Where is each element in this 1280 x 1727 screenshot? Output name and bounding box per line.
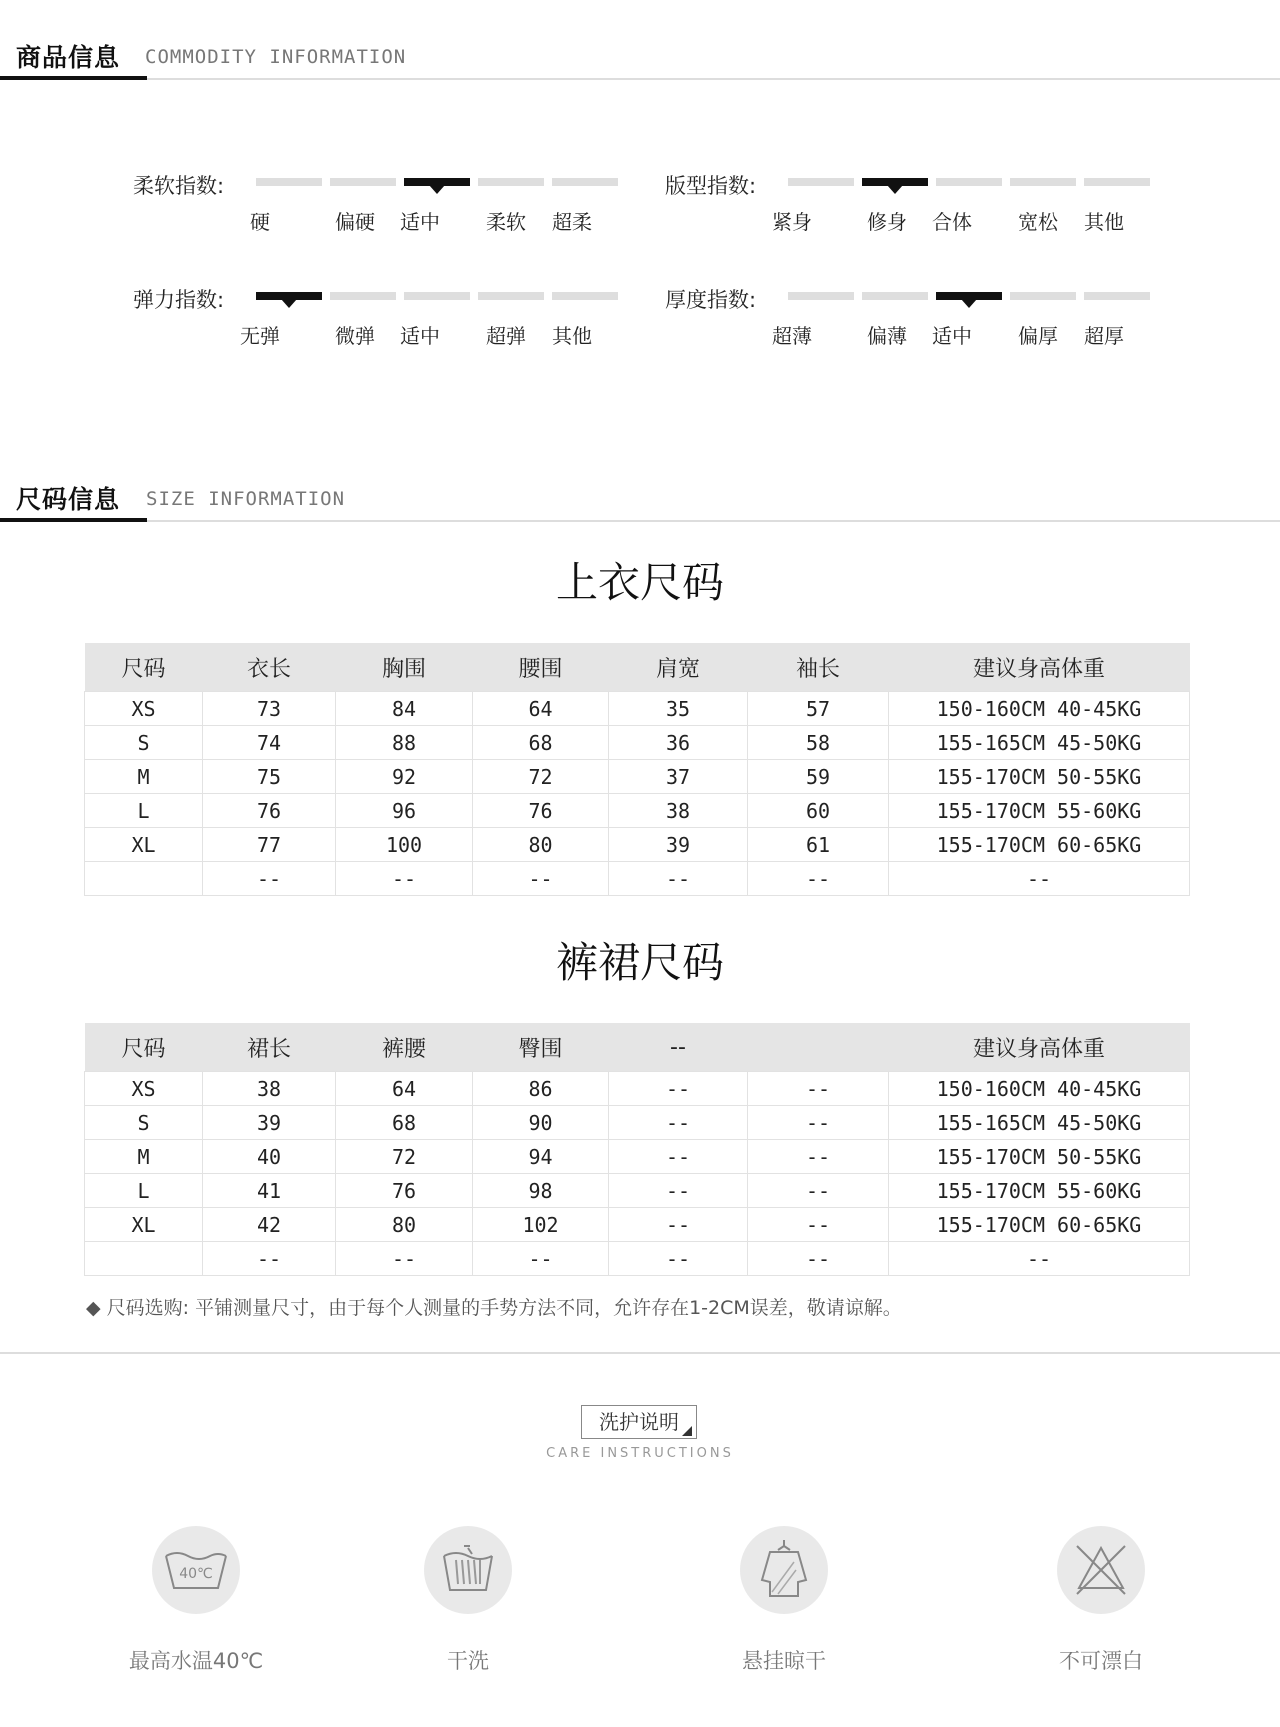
table-cell: 155-170CM 50-55KG — [889, 760, 1190, 794]
table-cell: L — [85, 1174, 203, 1208]
table-cell: 77 — [203, 828, 336, 862]
table-header-cell: 胸围 — [336, 643, 473, 692]
table-cell: -- — [748, 1174, 889, 1208]
bottom-size-title: 裤裙尺码 — [555, 938, 724, 987]
index-segment — [552, 292, 618, 300]
table-row — [85, 794, 1190, 828]
table-cell: 150-160CM 40-45KG — [889, 1072, 1190, 1106]
table-row — [85, 862, 1190, 896]
table-cell: 155-170CM 50-55KG — [889, 1140, 1190, 1174]
index-label: 版型指数: — [665, 174, 757, 198]
table-cell: S — [85, 1106, 203, 1140]
size-note: ◆ 尺码选购: 平铺测量尺寸，由于每个人测量的手势方法不同，允许存在1-2CM误差，敬请谅解。 — [86, 1297, 902, 1319]
dry-clean-icon — [424, 1526, 512, 1614]
table-cell: 39 — [609, 828, 748, 862]
table-cell: -- — [748, 1072, 889, 1106]
table-cell: 39 — [203, 1106, 336, 1140]
table-cell: 94 — [473, 1140, 609, 1174]
table-cell: -- — [609, 1072, 748, 1106]
table-cell: 150-160CM 40-45KG — [889, 692, 1190, 726]
index-segment — [330, 178, 396, 186]
index-option: 适中 — [400, 324, 440, 348]
index-option: 超柔 — [552, 210, 592, 234]
size-section-header — [0, 480, 1280, 520]
table-header-cell: 建议身高体重 — [889, 1023, 1190, 1072]
table-row — [85, 692, 1190, 726]
index-option: 超弹 — [486, 324, 526, 348]
index-segment — [478, 178, 544, 186]
table-row — [85, 1140, 1190, 1174]
table-cell: 155-165CM 45-50KG — [889, 726, 1190, 760]
table-cell: -- — [609, 862, 748, 896]
table-cell: XL — [85, 1208, 203, 1242]
table-cell: 38 — [203, 1072, 336, 1106]
wash-40-icon — [152, 1526, 240, 1614]
index-option: 柔软 — [486, 210, 526, 234]
index-option: 偏薄 — [867, 324, 907, 348]
top-size-title: 上衣尺码 — [555, 558, 724, 607]
table-header-cell: 衣长 — [203, 643, 336, 692]
index-option: 修身 — [867, 210, 907, 234]
index-option: 无弹 — [240, 324, 280, 348]
index-segment — [404, 292, 470, 300]
index-segment — [330, 292, 396, 300]
care-subtitle: CARE INSTRUCTIONS — [546, 1446, 734, 1461]
index-option: 超厚 — [1084, 324, 1124, 348]
table-header-cell: 肩宽 — [609, 643, 748, 692]
table-cell: 41 — [203, 1174, 336, 1208]
top-size-table — [84, 643, 1190, 896]
index-label: 厚度指数: — [665, 288, 757, 312]
table-cell: -- — [336, 862, 473, 896]
no-bleach-icon — [1057, 1526, 1145, 1614]
table-cell: 36 — [609, 726, 748, 760]
table-cell: 80 — [336, 1208, 473, 1242]
table-cell: -- — [203, 1242, 336, 1276]
index-marker-icon — [887, 185, 903, 194]
commodity-title-en: COMMODITY INFORMATION — [145, 46, 407, 68]
table-header-cell: 尺码 — [85, 1023, 203, 1072]
table-row — [85, 726, 1190, 760]
index-option: 其他 — [1084, 210, 1124, 234]
index-segment — [936, 178, 1002, 186]
index-option: 适中 — [400, 210, 440, 234]
index-label: 柔软指数: — [133, 174, 225, 198]
table-header-cell — [748, 1023, 889, 1072]
index-segment — [862, 292, 928, 300]
table-cell: -- — [609, 1174, 748, 1208]
index-option: 硬 — [250, 210, 270, 234]
table-cell: -- — [748, 1208, 889, 1242]
index-segment — [788, 178, 854, 186]
table-cell: -- — [748, 1242, 889, 1276]
index-segment — [1010, 292, 1076, 300]
table-cell: 155-170CM 55-60KG — [889, 794, 1190, 828]
table-cell: -- — [748, 1106, 889, 1140]
table-header-cell: 尺码 — [85, 643, 203, 692]
table-cell: -- — [336, 1242, 473, 1276]
table-cell: 35 — [609, 692, 748, 726]
table-cell: 90 — [473, 1106, 609, 1140]
care-label-dry-clean: 干洗 — [447, 1649, 489, 1673]
table-cell: 88 — [336, 726, 473, 760]
table-cell: 64 — [473, 692, 609, 726]
table-cell: 74 — [203, 726, 336, 760]
table-cell: 102 — [473, 1208, 609, 1242]
table-header-cell: 裤腰 — [336, 1023, 473, 1072]
index-option: 紧身 — [772, 210, 812, 234]
section-accent-bar — [0, 518, 147, 522]
care-label-hang-dry: 悬挂晾干 — [742, 1649, 826, 1673]
table-cell: XS — [85, 1072, 203, 1106]
table-row — [85, 1072, 1190, 1106]
index-marker-icon — [281, 299, 297, 308]
index-segment — [1010, 178, 1076, 186]
table-cell: 92 — [336, 760, 473, 794]
table-cell: 84 — [336, 692, 473, 726]
index-option: 偏厚 — [1018, 324, 1058, 348]
care-title-corner — [682, 1426, 692, 1436]
table-row — [85, 1242, 1190, 1276]
table-cell: 60 — [748, 794, 889, 828]
table-header-cell: 腰围 — [473, 643, 609, 692]
table-header-cell: 裙长 — [203, 1023, 336, 1072]
table-cell: 80 — [473, 828, 609, 862]
index-marker-icon — [429, 185, 445, 194]
table-cell: 40 — [203, 1140, 336, 1174]
index-option: 偏硬 — [335, 210, 375, 234]
commodity-section-header — [0, 38, 1280, 78]
table-header-cell: 袖长 — [748, 643, 889, 692]
care-label-wash: 最高水温40℃ — [128, 1649, 264, 1673]
table-cell: M — [85, 760, 203, 794]
section-divider — [0, 78, 1280, 80]
table-cell: 59 — [748, 760, 889, 794]
index-option: 合体 — [932, 210, 972, 234]
table-cell: 61 — [748, 828, 889, 862]
section-divider — [0, 1352, 1280, 1354]
table-cell: 100 — [336, 828, 473, 862]
table-header-cell: -- — [609, 1023, 748, 1072]
section-divider — [0, 520, 1280, 522]
table-cell: 42 — [203, 1208, 336, 1242]
table-row — [85, 1174, 1190, 1208]
table-cell: 72 — [473, 760, 609, 794]
table-cell: 75 — [203, 760, 336, 794]
table-cell: 64 — [336, 1072, 473, 1106]
table-row — [85, 1106, 1190, 1140]
size-title-cn: 尺码信息 — [16, 485, 121, 514]
table-cell: S — [85, 726, 203, 760]
index-segment — [478, 292, 544, 300]
bottom-size-table — [84, 1023, 1190, 1276]
table-cell: 76 — [336, 1174, 473, 1208]
table-header-cell: 建议身高体重 — [889, 643, 1190, 692]
table-cell: M — [85, 1140, 203, 1174]
table-cell: 38 — [609, 794, 748, 828]
hang-dry-icon — [740, 1526, 828, 1614]
index-option: 超薄 — [772, 324, 812, 348]
table-cell: 76 — [203, 794, 336, 828]
table-cell: XL — [85, 828, 203, 862]
commodity-title-cn: 商品信息 — [16, 43, 121, 72]
table-cell: XS — [85, 692, 203, 726]
index-segment — [788, 292, 854, 300]
table-cell: 76 — [473, 794, 609, 828]
index-label: 弹力指数: — [133, 288, 225, 312]
table-cell: -- — [473, 1242, 609, 1276]
index-option: 其他 — [552, 324, 592, 348]
table-header-cell: 臀围 — [473, 1023, 609, 1072]
table-cell: 98 — [473, 1174, 609, 1208]
table-cell: -- — [748, 862, 889, 896]
table-cell: 68 — [473, 726, 609, 760]
size-title-en: SIZE INFORMATION — [146, 488, 346, 510]
table-cell: 73 — [203, 692, 336, 726]
section-accent-bar — [0, 76, 147, 80]
care-title: 洗护说明 — [581, 1405, 697, 1439]
table-cell: 155-165CM 45-50KG — [889, 1106, 1190, 1140]
table-cell: -- — [609, 1242, 748, 1276]
table-cell: 37 — [609, 760, 748, 794]
index-segment — [1084, 292, 1150, 300]
care-label-no-bleach: 不可漂白 — [1059, 1649, 1143, 1673]
table-cell: 57 — [748, 692, 889, 726]
index-option: 宽松 — [1018, 210, 1058, 234]
table-cell: 155-170CM 60-65KG — [889, 828, 1190, 862]
index-option: 适中 — [932, 324, 972, 348]
table-cell: 96 — [336, 794, 473, 828]
table-cell: 86 — [473, 1072, 609, 1106]
table-cell: 155-170CM 55-60KG — [889, 1174, 1190, 1208]
table-row — [85, 828, 1190, 862]
index-marker-icon — [961, 299, 977, 308]
index-option: 微弹 — [335, 324, 375, 348]
table-cell: -- — [889, 1242, 1190, 1276]
index-segment — [552, 178, 618, 186]
table-cell: -- — [609, 1140, 748, 1174]
table-row — [85, 760, 1190, 794]
table-cell: -- — [203, 862, 336, 896]
table-cell: 155-170CM 60-65KG — [889, 1208, 1190, 1242]
table-cell: -- — [473, 862, 609, 896]
wash-40-icon-text: 40℃ — [179, 1566, 213, 1582]
table-cell: L — [85, 794, 203, 828]
table-cell: 68 — [336, 1106, 473, 1140]
table-cell: 72 — [336, 1140, 473, 1174]
table-cell: -- — [609, 1106, 748, 1140]
table-cell — [85, 862, 203, 896]
table-cell: -- — [609, 1208, 748, 1242]
table-row — [85, 1208, 1190, 1242]
index-segment — [256, 178, 322, 186]
table-cell: -- — [748, 1140, 889, 1174]
table-cell: 58 — [748, 726, 889, 760]
table-cell: -- — [889, 862, 1190, 896]
table-cell — [85, 1242, 203, 1276]
index-segment — [1084, 178, 1150, 186]
